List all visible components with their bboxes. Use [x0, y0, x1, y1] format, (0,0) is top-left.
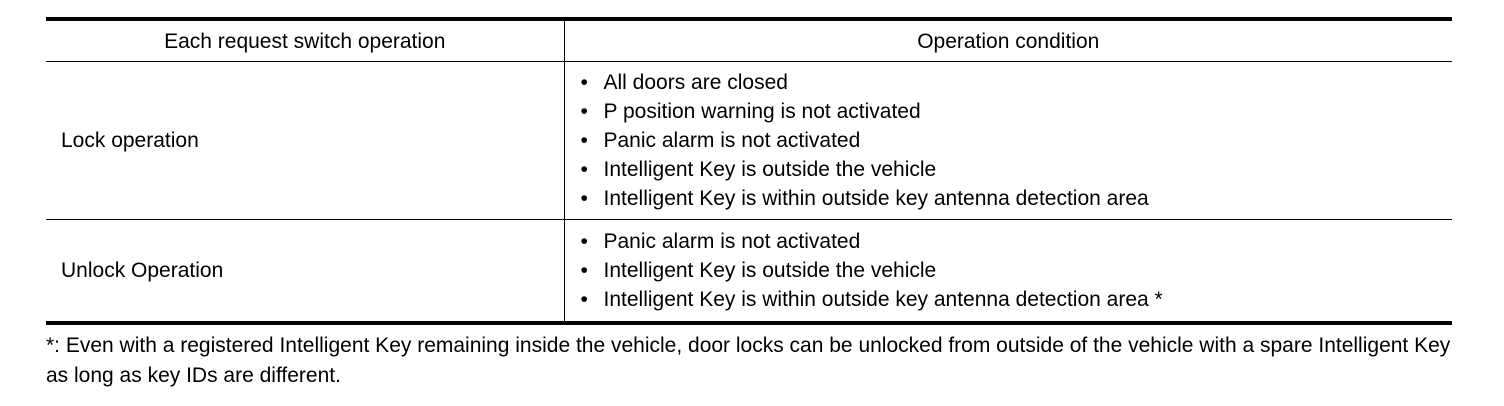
bullet-icon: • [580, 259, 588, 282]
header-operation: Each request switch operation [46, 19, 564, 62]
table-body [46, 62, 1452, 324]
condition-item [581, 256, 1453, 285]
footnote: *: Even with a registered Intelligent Key remaining inside the vehicle, door locks can be unlocked from outside of the vehicle with a spare Intelligent Key as long as key IDs are different. [46, 334, 1451, 387]
condition-text: Intelligent Key is outside the vehicle [603, 259, 937, 282]
condition-text: Panic alarm is not activated [603, 129, 861, 152]
condition-text: Intelligent Key is outside the vehicle [603, 158, 937, 181]
condition-cell [564, 62, 1452, 220]
table-row-lock [46, 62, 1452, 220]
condition-item [581, 68, 1453, 97]
condition-text: Intelligent Key is within outside key antenna detection area [603, 187, 1149, 210]
condition-text: Panic alarm is not activated [603, 230, 861, 253]
condition-list [581, 227, 1453, 314]
condition-text: Intelligent Key is within outside key antenna detection area * [603, 288, 1163, 311]
condition-item [581, 285, 1453, 314]
operation-conditions-table [46, 17, 1452, 325]
bullet-icon: • [580, 187, 588, 210]
document [46, 17, 1452, 391]
bullet-icon: • [580, 129, 588, 152]
condition-item [581, 97, 1453, 126]
condition-item [581, 126, 1453, 155]
condition-list [581, 68, 1453, 213]
header-condition: Operation condition [564, 19, 1452, 62]
bullet-icon: • [580, 158, 588, 181]
operation-name: Unlock Operation [46, 220, 564, 324]
header-row [46, 19, 1452, 62]
condition-text: P position warning is not activated [603, 100, 921, 123]
operation-name: Lock operation [46, 62, 564, 220]
table-header [46, 19, 1452, 62]
bullet-icon: • [580, 230, 588, 253]
condition-cell [564, 220, 1452, 324]
condition-item [581, 155, 1453, 184]
condition-text: All doors are closed [603, 71, 788, 94]
table-row-unlock [46, 220, 1452, 324]
condition-item [581, 227, 1453, 256]
bullet-icon: • [580, 71, 588, 94]
condition-item [581, 184, 1453, 213]
bullet-icon: • [580, 100, 588, 123]
bullet-icon: • [580, 288, 588, 311]
